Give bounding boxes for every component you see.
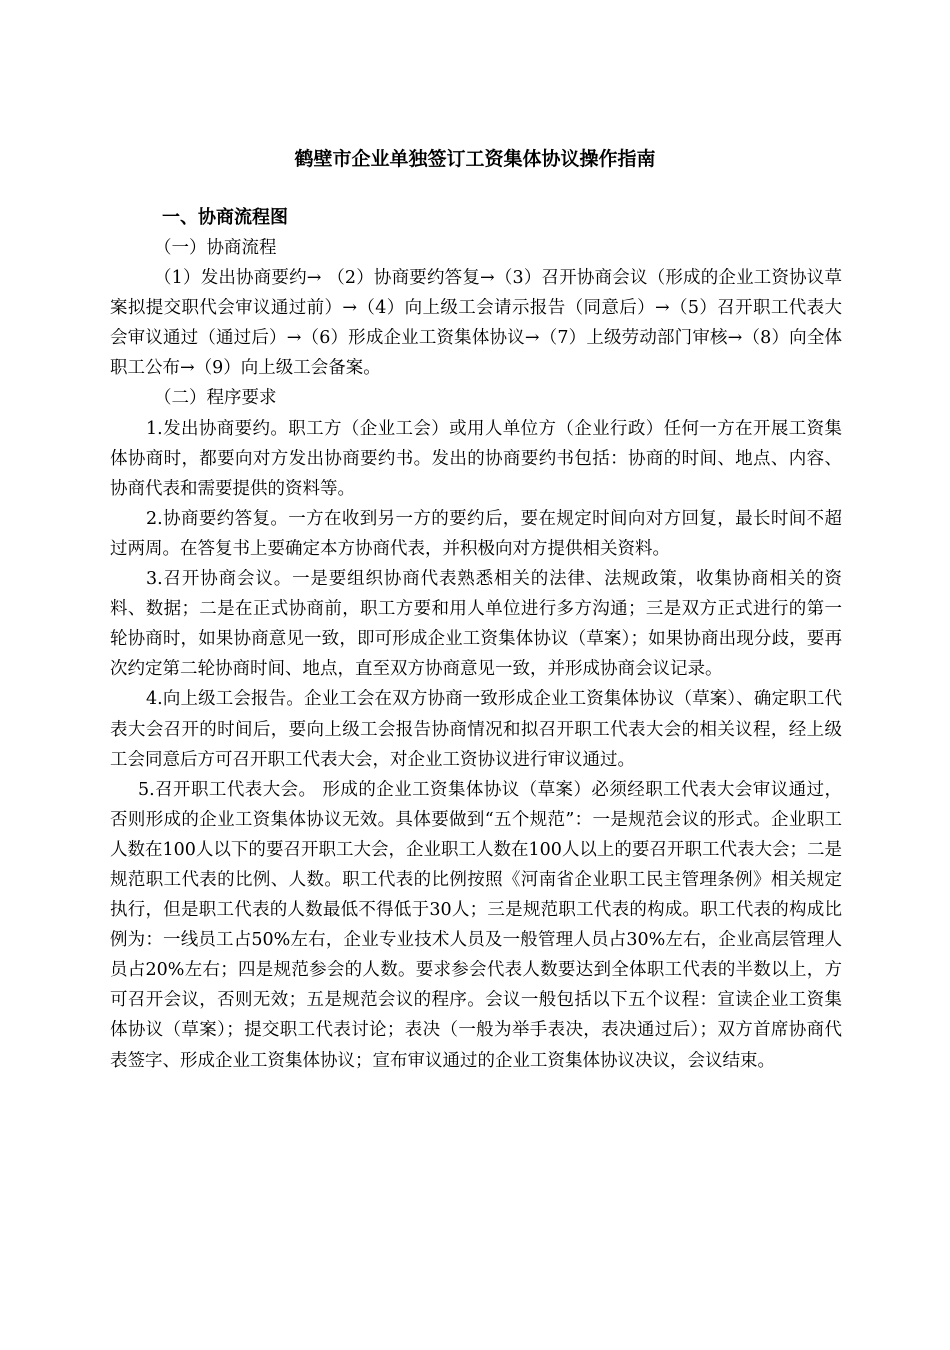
requirement-3-paragraph: 3.召开协商会议。一是要组织协商代表熟悉相关的法律、法规政策，收集协商相关的资料、数据；二是在正式协商前，职工方要和用人单位进行多方沟通；三是双方正式进行的第一轮协商时，如果协商意见一致，即可形成企业工资集体协议（草案）；如果协商出现分歧，要再次约定第二轮协商时间、地点，直至双方协商意见一致，并形成协商会议记录。	[110, 569, 842, 680]
requirement-5-paragraph: 5.召开职工代表大会。 形成的企业工资集体协议（草案）必须经职工代表大会审议通过，否则形成的企业工资集体协议无效。具体要做到“五个规范”：一是规范会议的形式。企业职工人数在100人以下的要召开职工大会，企业职工人数在100人以上的要召开职工代表大会；二是规范职工代表的比例、人数。职工代表的比例按照《河南省企业职工民主管理条例》相关规定执行，但是职工代表的人数最低不得低于30人；三是规范职工代表的构成。职工代表的构成比例为：一线员工占50%左右，企业专业技术人员及一般管理人员占30%左右，企业高层管理人员占20%左右；四是规范参会的人数。要求参会代表人数要达到全体职工代表的半数以上，方可召开会议，否则无效；五是规范会议的程序。会议一般包括以下五个议程：宣读企业工资集体协议（草案）；提交职工代表讨论；表决（一般为举手表决，表决通过后）；双方首席协商代表签字、形成企业工资集体协议；宣布审议通过的企业工资集体协议决议，会议结束。	[110, 779, 842, 1071]
subheading-procedure-requirements: （二）程序要求	[154, 388, 277, 409]
document-body	[110, 203, 842, 1076]
document-title: 鹤壁市企业单独签订工资集体协议操作指南	[294, 148, 656, 170]
requirement-1-paragraph: 1.发出协商要约。职工方（企业工会）或用人单位方（企业行政）任何一方在开展工资集体协商时，都要向对方发出协商要约书。发出的协商要约书包括：协商的时间、地点、内容、协商代表和需要提供的资料等。	[110, 418, 842, 499]
flow-paragraph: （1）发出协商要约→ （2）协商要约答复→（3）召开协商会议（形成的企业工资协议草案拟提交职代会审议通过前）→（4）向上级工会请示报告（同意后）→（5）召开职工代表大会审议通过（通过后）→（6）形成企业工资集体协议→（7）上级劳动部门审核→（8）向全体职工公布→（9）向上级工会备案。	[110, 268, 842, 379]
section-heading-flowchart: 一、协商流程图	[162, 207, 288, 228]
requirement-4-paragraph: 4.向上级工会报告。企业工会在双方协商一致形成企业工资集体协议（草案）、确定职工代表大会召开的时间后，要向上级工会报告协商情况和拟召开职工代表大会的相关议程，经上级工会同意后方可召开职工代表大会，对企业工资协议进行审议通过。	[110, 689, 842, 770]
subheading-negotiation-flow: （一）协商流程	[154, 238, 277, 258]
requirement-2-paragraph: 2.协商要约答复。一方在收到另一方的要约后，要在规定时间向对方回复，最长时间不超过两周。在答复书上要确定本方协商代表，并积极向对方提供相关资料。	[110, 508, 842, 559]
